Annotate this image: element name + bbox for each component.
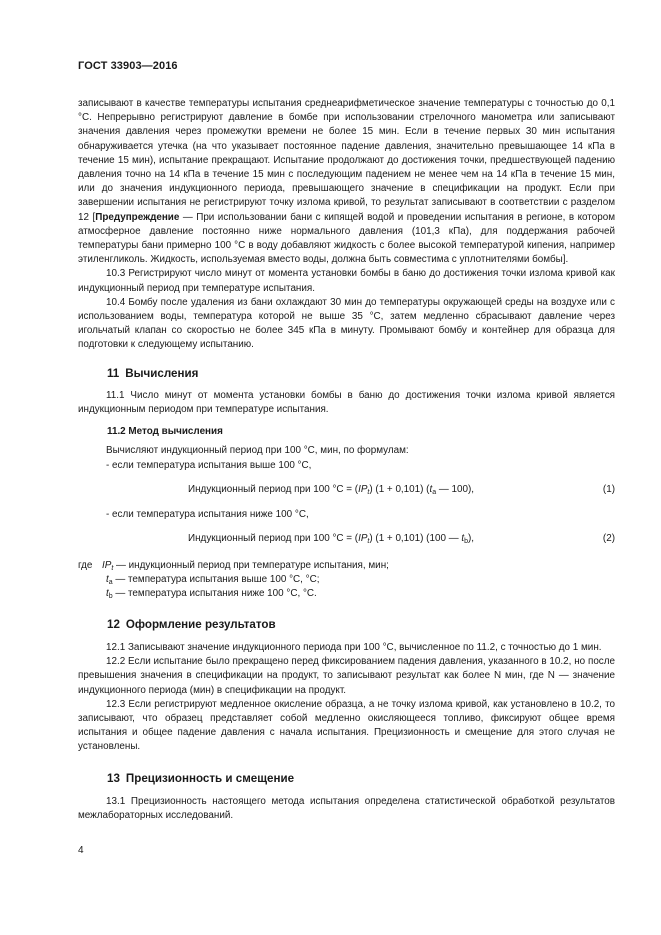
paragraph-13-1: 13.1 Прецизионность настоящего метода испытания определена статистической обработкой результатов межлабораторных исследований. xyxy=(78,795,615,821)
legend-ip: где $IP_t$ — индукционный период при температуре испытания, мин; xyxy=(78,560,389,573)
section-11-heading xyxy=(78,367,615,381)
section-number: 13 xyxy=(107,771,120,785)
formula-1-number: (1) xyxy=(602,483,615,495)
case-above-100: - если температура испытания выше 100 °С, xyxy=(106,459,312,471)
paragraph-10-3: 10.3 Регистрируют число минут от момента установки бомбы в баню до достижения точки излома кривой как индукционный период при температуре испытания. xyxy=(78,268,615,294)
section-12-heading xyxy=(78,618,615,632)
paragraph-12-1: 12.1 Записывают значение индукционного периода при 100 °С, вычисленное по 11.2, с точностью до 1 мин. xyxy=(106,641,602,653)
formula-2: Индукционный период при 100 $^\circ С = (IP_t) (1 + 0,101)$ (100 — $t_b$), (2) xyxy=(188,533,615,546)
section-title: Прецизионность и смещение xyxy=(125,771,295,785)
formula-1: Индукционный период при 100 $^\circ С = (IP_t) (1 + 0,101)$ ($t_a$ — 100), (1) xyxy=(188,483,615,496)
case-below-100: - если температура испытания ниже 100 °С, xyxy=(106,508,309,520)
section-13-heading xyxy=(78,772,615,786)
section-number: 11 xyxy=(107,366,120,380)
legend-tb: $t_b$ — температура испытания ниже 100 °С, °С. xyxy=(106,588,317,601)
formula-intro: Вычисляют индукционный период при 100 °С, мин, по формулам: xyxy=(106,445,409,457)
legend-ta: $t_a$ — температура испытания выше 100 °С, °С; xyxy=(106,574,320,587)
document-body xyxy=(78,97,615,823)
subsection-11-2-heading: 11.2 Метод вычисления xyxy=(107,426,223,438)
paragraph-10-2-continuation: записывают в качестве температуры испытания среднеарифметическое значение температуры с точностью до 0,1 °С. Непрерывно регистрируют давление в бомбе при использовании стрелочного манометра или записывают значения давления через промежутки времени не более 15 мин. Если в течение первых 30 мин испытания обнаруживается утечка (на что указывает постоянное падение давления, значительно превышающее 14 кПа в течение 15 мин), испытание прекращают. Испытание продолжают до достижения точки, предшествующей падению давления точно на 14 кПа в течение 15 мин с последующим падением не менее чем на 14 кПа в течение 15 мин, или до значения индукционного периода, превышающего значение в спецификации на продукт. Если при завершении испытания не регистрируют точку излома кривой, то результат записывают в соответствии с разделом 12 [Предупреждение — При использовании бани с кипящей водой и проведении испытания в регионе, в котором атмосферное давление постоянно ниже нормального давления (101,3 кПа), для поддержания рабочей температуры бани примерно 100 °С в воду добавляют жидкость с более высокой температурой кипения, например этиленгликоль. Жидкость, используемая вместо воды, должна быть совместима с уплотнителями бомбы]. xyxy=(78,98,615,266)
section-title: Оформление результатов xyxy=(125,617,276,631)
paragraph-10-4: 10.4 Бомбу после удаления из бани охлаждают 30 мин до температуры окружающей среды на воздухе или с использованием воды, температура которой не выше 35 °С, затем медленно сбрасывают давление через игольчатый клапан со скоростью не более 345 кПа в минуту. Промывают бомбу и контейнер для образца для подготовки к следующему испытанию. xyxy=(78,296,615,351)
section-number: 12 xyxy=(107,617,120,631)
formula-2-number: (2) xyxy=(602,533,615,545)
paragraph-11-1: 11.1 Число минут от момента установки бомбы в баню до достижения точки излома кривой является индукционным периодом при температуре испытания. xyxy=(78,389,615,416)
paragraph-12-3: 12.3 Если регистрируют медленное окисление образца, а не точку излома кривой, как установлено в 10.2, то записывают, что образец представляет собой медленно окисляющееся топливо, фиксируют общее время испытания и общее падение давления с начала испытания. Прецизионность и смещение для этого случая не установлены. xyxy=(78,698,615,753)
warning-label: Предупреждение xyxy=(95,211,180,223)
page-number: 4 xyxy=(78,845,84,856)
document-header: ГОСТ 33903—2016 xyxy=(78,60,178,72)
paragraph-12-2: 12.2 Если испытание было прекращено перед фиксированием падения давления, указанного в 10.2, но после превышения значения в спецификации на продукт, то записывают результат как более N мин, где N — значение индукционного периода (мин) в спецификации на продукт. xyxy=(78,656,615,696)
section-title: Вычисления xyxy=(125,366,199,380)
